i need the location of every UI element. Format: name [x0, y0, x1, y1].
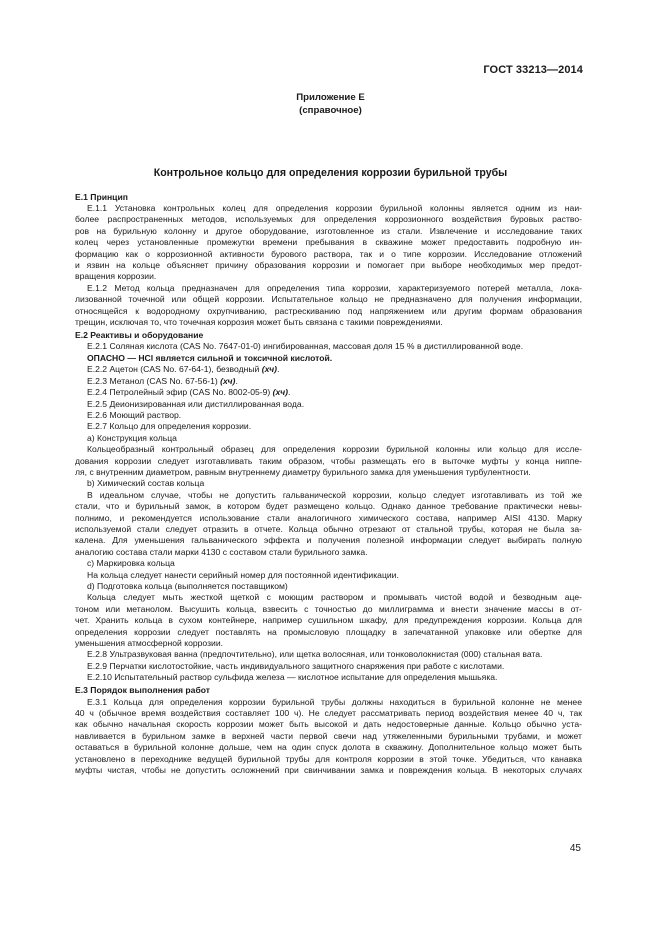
- text-line: муфты чистая, чтобы не допустить осложнений при свинчивании замка и повреждения кольца. В некоторых случаях: [75, 765, 582, 776]
- text-line: относящейся к водородному охрупчиванию, растрескиванию под напряжением или другим формам образования: [75, 305, 582, 316]
- text-line: В идеальном случае, чтобы не допустить гальванической коррозии, кольцо следует изготавливать из той же: [87, 489, 582, 500]
- item-e2-3: Е.2.3 Метанол (CAS No. 67-56-1) (хч).: [87, 375, 238, 386]
- text-line: ля, с внутренним диаметром, равным внутреннему диаметру бурильного замка для уменьшения турбулентности.: [75, 466, 531, 477]
- text-line: формацию как о коррозионной активности бурового раствора, так и о типе коррозии. Исследование отложений: [75, 248, 582, 259]
- text-line: тоном или метанолом. Высушить кольца, взвесить с точностью до миллиграмма и внести значение массы в от-: [75, 603, 582, 614]
- section-heading-e1: Е.1 Принцип: [75, 191, 128, 202]
- subitem-a-label: а) Конструкция кольца: [87, 432, 177, 443]
- appendix-kind: (справочное): [299, 105, 362, 116]
- section-heading-e3: Е.3 Порядок выполнения работ: [75, 685, 210, 696]
- item-e2-9: Е.2.9 Перчатки кислотостойкие, часть индивидуального защитного снаряжения при работе с кислотами.: [87, 660, 505, 671]
- text-line: вращения коррозии.: [75, 271, 157, 282]
- section-heading-e2: Е.2 Реактивы и оборудование: [75, 330, 204, 341]
- text-line: навливается в бурильном замке в верхней части первой свечи над утяжеленными бурильными трубами, и может: [75, 730, 582, 741]
- text-line: Е.1.2 Метод кольца предназначен для определения типа коррозии, характеризуемого потерей металла, лока-: [87, 282, 582, 293]
- paragraph-e3-1: [75, 697, 582, 777]
- text-line: используемой стали следует отразить в отчете. Кольца обычно отрезают от стальной трубы, которая не была за-: [75, 523, 582, 534]
- item-e2-1: Е.2.1 Соляная кислота (CAS No. 7647-01-0) ингибированная, массовая доля 15 % в дистиллированной воде.: [87, 341, 524, 352]
- text-line: уменьшения атмосферной коррозии.: [75, 638, 224, 649]
- text-line: стали, что и бурильный замок, в котором будет размещено кольцо. Однако данное требование практически невы-: [75, 501, 582, 512]
- text-line: как обычно начальная скорость коррозии может быть высокой и дать недостоверные данные. Кольцо обычно уста-: [75, 719, 582, 730]
- text-line: ров на бурильную колонну и другое оборудование, изготовленное из стали. Извлечение и исследование таких: [75, 225, 582, 236]
- subitem-b-label: b) Химический состав кольца: [87, 478, 205, 489]
- text-line: Е.1.1 Установка контрольных колец для определения коррозии бурильной колонны является одним из наи-: [87, 203, 582, 213]
- item-e2-2: Е.2.2 Ацетон (CAS No. 67-64-1), безводный (хч).: [87, 364, 280, 375]
- text-line: оставаться в бурильной колонне дольше, чем на один спуск долота в скважину. Дополнительное кольцо может быть: [75, 742, 582, 753]
- appendix-label: Приложение Е: [296, 92, 365, 103]
- text-line: На кольца следует нанести серийный номер для постоянной идентификации.: [87, 569, 399, 580]
- danger-warning: ОПАСНО — HCl является сильной и токсичной кислотой.: [87, 352, 333, 363]
- text-line: лизованной точечной или общей коррозии. Испытательное кольцо не предназначено для получения информации,: [75, 294, 582, 305]
- subitem-c-label: с) Маркировка кольца: [87, 558, 175, 569]
- paragraph-e1-2: [75, 283, 582, 329]
- item-e2-6: Е.2.6 Моющий раствор.: [87, 409, 182, 420]
- text-line: трещин, исключая то, что точечная коррозия может быть связана с такими повреждениями.: [75, 317, 443, 328]
- text-line: 40 ч (обычное время воздействия составляет 100 ч). Не следует рассматривать период воздействия менее 40 ч, так: [75, 708, 582, 719]
- item-text: Е.2.2 Ацетон (CAS No. 67-64-1), безводный: [87, 364, 262, 375]
- purity-mark: (хч): [220, 375, 236, 386]
- page-number: 45: [569, 843, 581, 854]
- text-line: калена. Для уменьшения гальванического эффекта и получения полезной информации следует выбирать полную: [75, 535, 582, 546]
- item-e2-7: Е.2.7 Кольцо для определения коррозии.: [87, 421, 252, 432]
- item-text: Е.2.3 Метанол (CAS No. 67-56-1): [87, 375, 221, 386]
- text-line: Е.3.1 Кольца для определения коррозии бурильной трубы должны находиться в бурильной колонне не менее: [87, 696, 582, 707]
- document-body: [75, 190, 582, 777]
- text-line: Кольца следует мыть жесткой щеткой с моющим раствором и промывать чистой водой и безводным аце-: [87, 592, 582, 603]
- purity-mark: (хч): [272, 387, 288, 398]
- text-line: и язвин на кольце объясняет причину образования коррозии и помогает при выборе необходимых мер предот-: [75, 260, 582, 271]
- text-line: установлено в переходнике ведущей бурильной трубы для контроля коррозии в этой точке. Убедиться, что канавка: [75, 753, 582, 764]
- text-line: колец через установленные промежутки времени пребывания в скважине может предоставить подробную ин-: [75, 237, 582, 248]
- text-line: определения коррозии следует поставлять на промысловую площадку в запечатанной упаковке или обертке для: [75, 626, 582, 637]
- item-text: Е.2.4 Петролейный эфир (CAS No. 8002-05-9): [87, 387, 273, 398]
- text-line: полнимо, и рекомендуется использование стали аналогичного химического состава, например AISI 4130. Марку: [75, 512, 582, 523]
- paragraph-e1-1: [75, 203, 582, 283]
- purity-mark: (хч): [261, 364, 278, 375]
- item-e2-10: Е.2.10 Испытательный раствор сульфида железа — кислотное испытание для определения мышьяка.: [87, 672, 498, 683]
- text-line: дования коррозии следует изготавливать таким образом, чтобы размещать его в выточке муфты у конца ниппе-: [75, 455, 582, 466]
- subitem-d-label: d) Подготовка кольца (выполняется поставщиком): [87, 581, 288, 591]
- text-line: аналогию состава стали марки 4130 с составом стали бурильного замка.: [75, 546, 368, 557]
- page-title: Контрольное кольцо для определения коррозии бурильной трубы: [153, 167, 508, 179]
- item-e2-8: Е.2.8 Ультразвуковая ванна (предпочтительно), или щетка волосяная, или тонковолокнистая (000) стальная вата.: [87, 649, 543, 660]
- text-line: более распространенных методов, используемых для определения коррозионного воздействия буровых раство-: [75, 214, 582, 225]
- text-line: чет. Хранить кольца в сухом контейнере, например сушильном шкафу, для предупреждения коррозии. Кольца для: [75, 615, 582, 626]
- text-line: Кольцеобразный контрольный образец для определения коррозии бурильной колонны или кольцо для иссле-: [87, 444, 582, 455]
- item-e2-4: Е.2.4 Петролейный эфир (CAS No. 8002-05-9) (хч).: [87, 387, 291, 398]
- item-e2-5: Е.2.5 Деионизированная или дистиллированная вода.: [87, 398, 305, 409]
- standard-designation: ГОСТ 33213—2014: [483, 64, 583, 76]
